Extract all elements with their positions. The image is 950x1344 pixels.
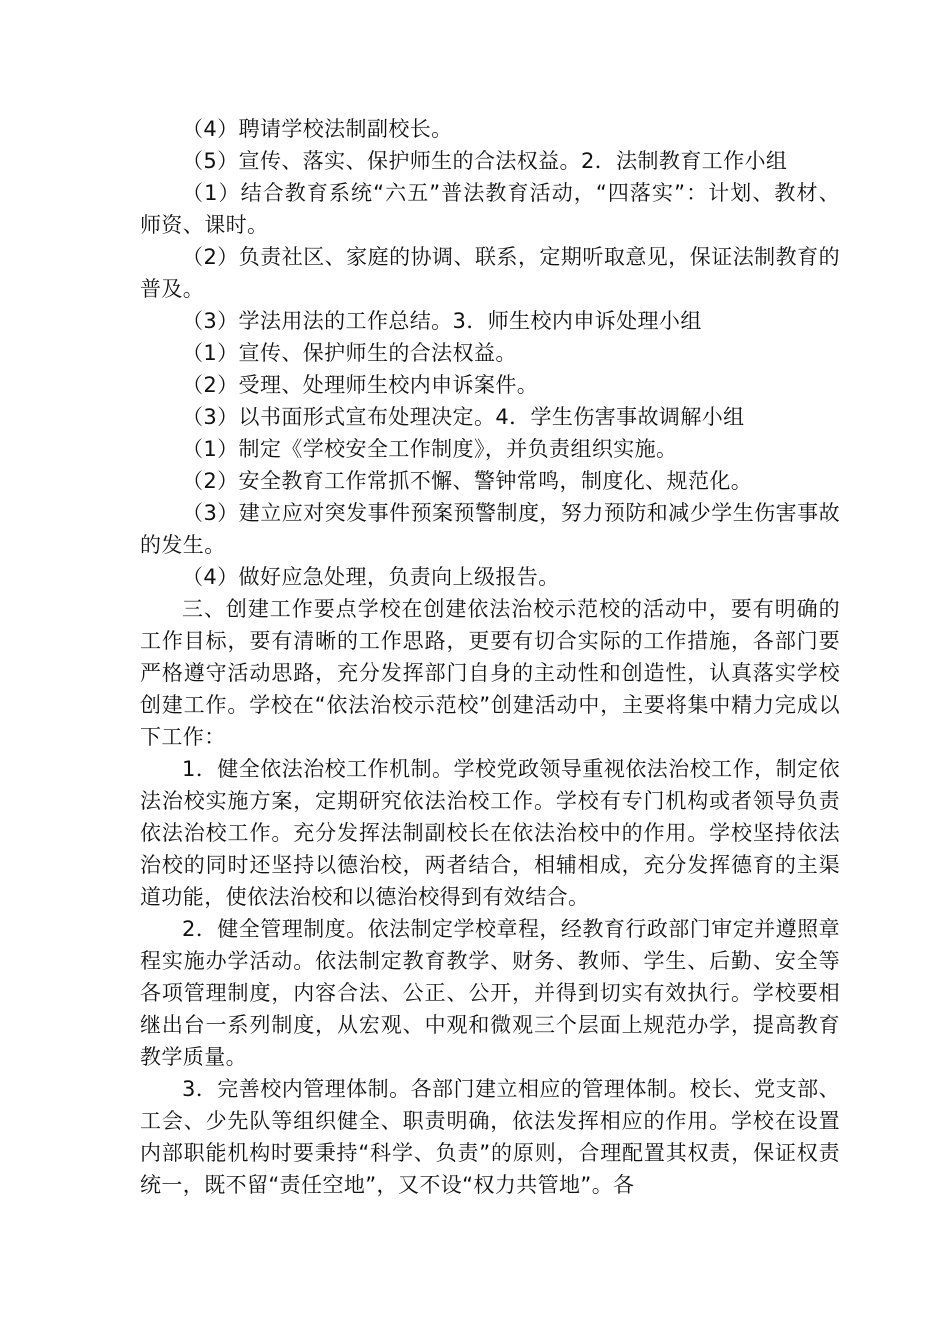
paragraph: （2）负责社区、家庭的协调、联系，定期听取意见，保证法制教育的普及。 [140,245,840,301]
paragraph: （3）学法用法的工作总结。3．师生校内申诉处理小组 [182,309,702,333]
paragraph: 2．健全管理制度。依法制定学校章程，经教育行政部门审定并遵照章程实施办学活动。依法制定教育教学、财务、教师、学生、后勤、安全等各项管理制度，内容合法、公正、公开，并得到切实有效执行。学校要相继出台一系列制度，从宏观、中观和微观三个层面上规范办学，提高教育教学质量。 [140,917,840,1069]
paragraph: （1）制定《学校安全工作制度》，并负责组织实施。 [182,437,678,461]
paragraph: （2）安全教育工作常抓不懈、警钟常鸣，制度化、规范化。 [182,469,753,493]
paragraph: （4）聘请学校法制副校长。 [182,117,453,141]
paragraph: 1．健全依法治校工作机制。学校党政领导重视依法治校工作，制定依法治校实施方案，定期研究依法治校工作。学校有专门机构或者领导负责依法治校工作。充分发挥法制副校长在依法治校中的作用。学校坚持依法治校的同时还坚持以德治校，两者结合，相辅相成，充分发挥德育的主渠道功能，使依法治校和以德治校得到有效结合。 [140,757,840,909]
paragraph: （3）以书面形式宣布处理决定。4．学生伤害事故调解小组 [182,405,745,429]
paragraph: （5）宣传、落实、保护师生的合法权益。2．法制教育工作小组 [182,149,788,173]
paragraph: （1）宣传、保护师生的合法权益。 [182,341,517,365]
document-body [140,113,840,1201]
paragraph: （2）受理、处理师生校内申诉案件。 [182,373,539,397]
paragraph: 三、创建工作要点学校在创建依法治校示范校的活动中，要有明确的工作目标，要有清晰的工作思路，更要有切合实际的工作措施，各部门要严格遵守活动思路，充分发挥部门自身的主动性和创造性，认真落实学校创建工作。学校在“依法治校示范校”创建活动中，主要将集中精力完成以下工作： [140,597,840,749]
paragraph: （1）结合教育系统“六五”普法教育活动，“四落实”：计划、教材、师资、课时。 [140,181,840,237]
paragraph: （3）建立应对突发事件预案预警制度，努力预防和减少学生伤害事故的发生。 [140,501,840,557]
paragraph: 3．完善校内管理体制。各部门建立相应的管理体制。校长、党支部、工会、少先队等组织健全、职责明确，依法发挥相应的作用。学校在设置内部职能机构时要秉持“科学、负责”的原则，合理配置其权责，保证权责统一，既不留“责任空地”，又不设“权力共管地”。各 [140,1077,840,1197]
paragraph: （4）做好应急处理，负责向上级报告。 [182,565,560,589]
